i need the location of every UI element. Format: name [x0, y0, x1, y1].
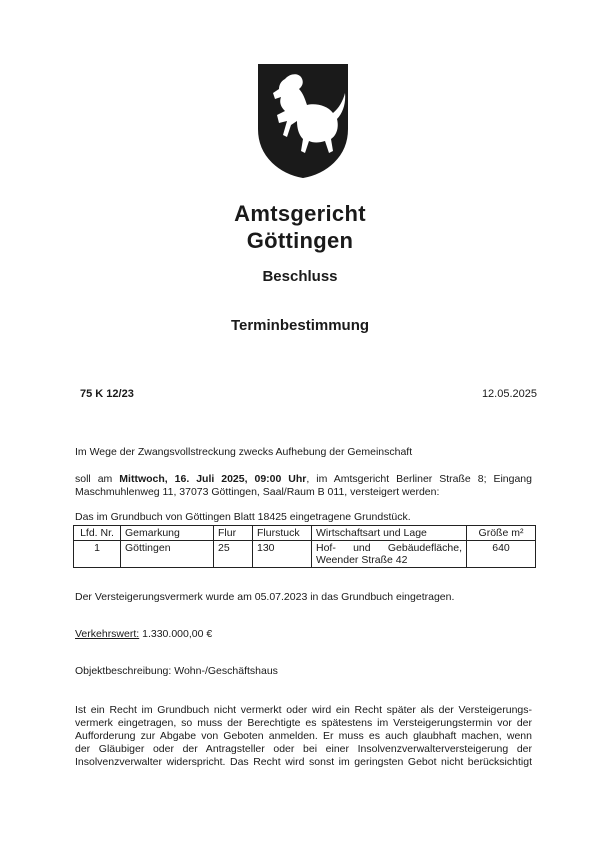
cell-flur: 25: [214, 541, 253, 568]
col-header-nr: Lfd. Nr.: [74, 526, 121, 541]
document-date: 12.05.2025: [481, 388, 537, 400]
col-header-lage: Wirtschaftsart und Lage: [312, 526, 467, 541]
rights-line: vermerk eingetragen, so muss der Berechtigte es spätestens im Versteigerungstermin vor der: [75, 717, 532, 729]
auction-datetime: Mittwoch, 16. Juli 2025, 09:00 Uhr: [119, 473, 307, 485]
property-table: [73, 525, 536, 568]
col-header-gemarkung: Gemarkung: [121, 526, 214, 541]
schedule-location: , im Amtsgericht Berliner Straße 8; Eingang: [306, 473, 532, 485]
cell-lage-line-2: Weender Straße 42: [316, 554, 408, 566]
cell-groesse: 640: [467, 541, 536, 568]
court-location: Göttingen: [246, 228, 354, 253]
register-note: Der Versteigerungsvermerk wurde am 05.07.2023 in das Grundbuch eingetragen.: [75, 591, 455, 603]
col-header-groesse: Größe m²: [467, 526, 536, 541]
col-header-flurstueck: Flurstuck: [253, 526, 312, 541]
rights-line: der Gläubiger oder der Antragsteller oder bei einer Insolvenzverwalterversteigerung der: [75, 743, 532, 755]
cell-nr: 1: [74, 541, 121, 568]
market-value-amount: 1.330.000,00 €: [142, 628, 213, 640]
rights-line: Aufforderung zur Abgabe von Geboten anmelden. Er muss es auch glaubhaft machen, wenn: [75, 730, 532, 742]
schedule-line-2: Maschmuhlenweg 11, 37073 Göttingen, Saal/Raum B 011, versteigert werden:: [75, 486, 440, 498]
lower-saxony-horse-crest-icon: [257, 63, 349, 179]
market-value-label: Verkehrswert:: [75, 628, 140, 640]
rights-line: Ist ein Recht im Grundbuch nicht vermerkt oder wird ein Recht später als der Versteigerungs-: [75, 704, 532, 716]
col-header-flur: Flur: [214, 526, 253, 541]
cell-gemarkung: Göttingen: [121, 541, 214, 568]
object-description: Objektbeschreibung: Wohn-/Geschäftshaus: [75, 665, 278, 677]
schedule-prefix: soll am: [75, 473, 113, 485]
rights-line: Insolvenzverwalter widerspricht. Das Recht wird sonst im geringsten Gebot nicht berücksichtigt: [75, 756, 532, 768]
cell-lage-line-1: Hof- und Gebäudefläche,: [316, 542, 462, 554]
cell-flurstueck: 130: [253, 541, 312, 568]
document-type: Beschluss: [262, 268, 338, 285]
cell-lage: [312, 541, 467, 568]
table-row: [74, 541, 536, 568]
intro-paragraph: Im Wege der Zwangsvollstreckung zwecks Aufhebung der Gemeinschaft: [75, 446, 413, 458]
schedule-paragraph: [75, 473, 532, 499]
market-value: [75, 628, 532, 641]
table-header-row: [74, 526, 536, 541]
case-number: 75 K 12/23: [80, 388, 134, 400]
document-subtitle: Terminbestimmung: [230, 317, 370, 334]
rights-paragraph: [75, 704, 532, 769]
property-intro: Das im Grundbuch von Göttingen Blatt 18425 eingetragene Grundstück.: [75, 511, 411, 523]
court-name: Amtsgericht: [234, 201, 366, 226]
schedule-line-1: [75, 473, 532, 486]
